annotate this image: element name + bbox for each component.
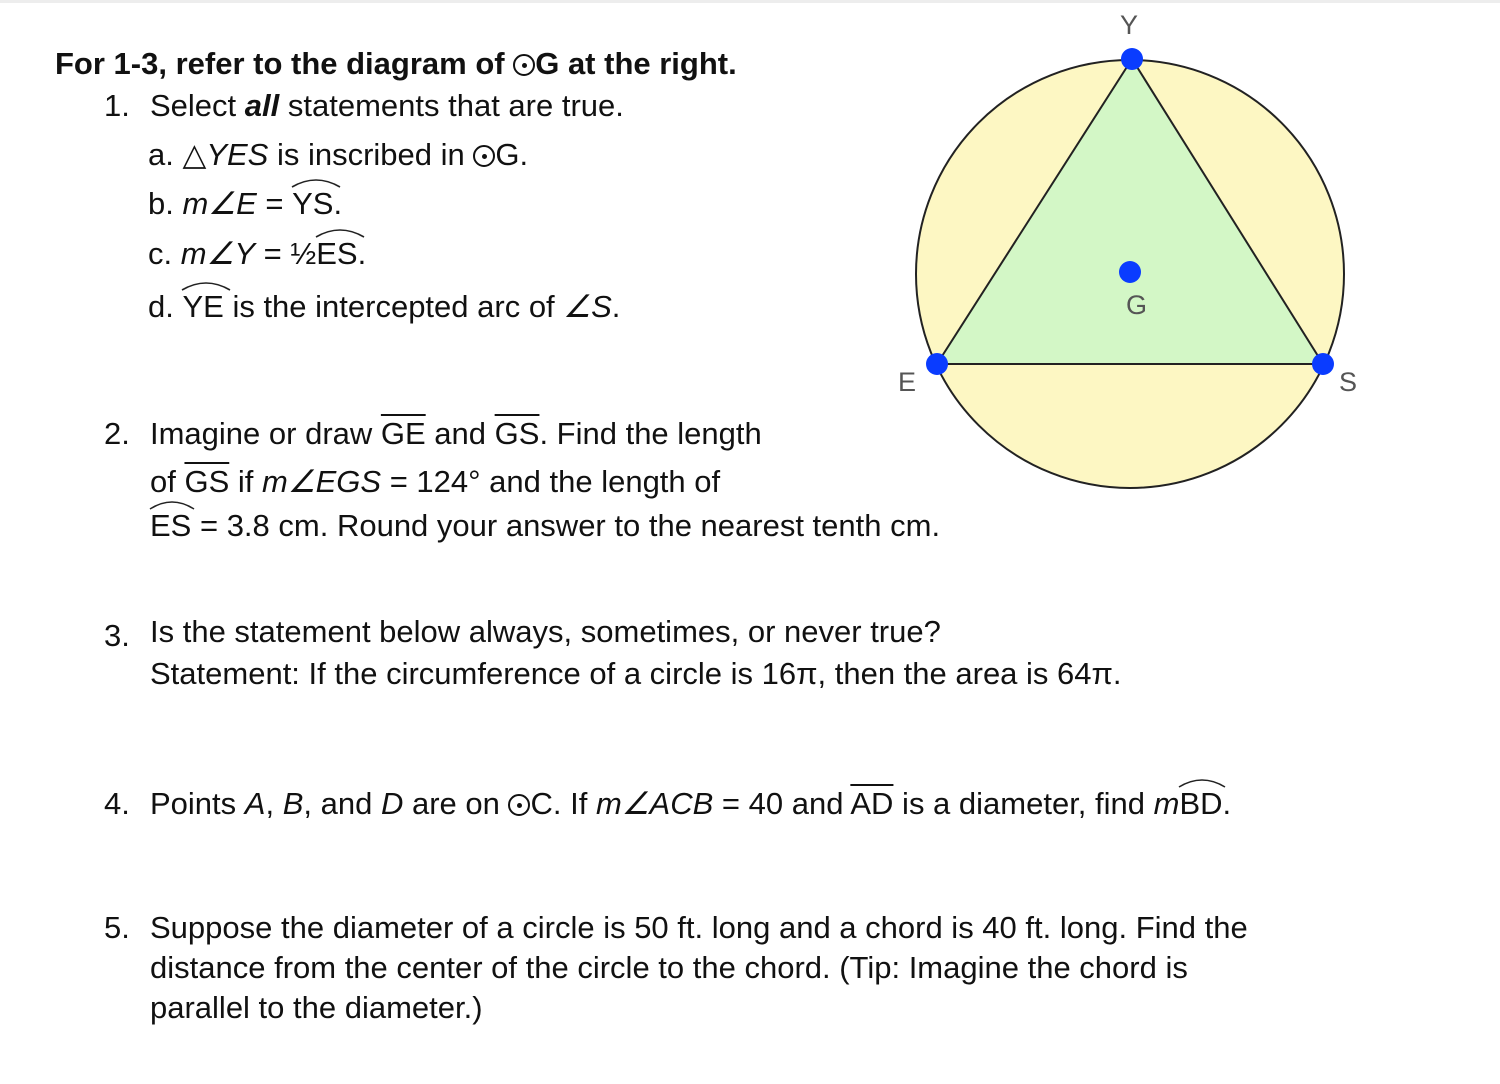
question-5-line-1: Suppose the diameter of a circle is 50 ft. long and a chord is 40 ft. long. Find the [150, 910, 1248, 945]
question-3-line-1: Is the statement below always, sometimes, or never true? [150, 614, 941, 649]
label-y: Y [1120, 10, 1139, 40]
instructions-heading: For 1-3, refer to the diagram of G at the right. [55, 46, 737, 81]
question-5-line-3: parallel to the diameter.) [150, 990, 483, 1025]
label-g: G [1126, 290, 1148, 320]
option-d: d. YE is the intercepted arc of ∠S. [148, 291, 620, 322]
option-a: a. △YES is inscribed in G. [148, 137, 529, 172]
arc-bd: BD [1179, 788, 1222, 819]
label-s: S [1339, 367, 1358, 397]
question-4-text: Points A, B, and D are on C. If m∠ACB = 40 and $\overline{AD}$ is a diameter, find m BD. [150, 788, 1231, 819]
arc-ye: YE [182, 291, 223, 322]
point-e [926, 353, 948, 375]
question-2-line-3: ES = 3.8 cm. Round your answer to the nearest tenth cm. [150, 510, 940, 541]
question-3-line-2: Statement: If the circumference of a circle is 16π, then the area is 64π. [150, 656, 1122, 691]
question-1-prompt: Select all statements that are true. [150, 88, 624, 123]
option-c: c. m∠Y = ½ ES. [148, 238, 366, 269]
question-2-number: 2. [104, 416, 130, 451]
question-2-line-2: of $\overline{GS}$ if m∠EGS = 124° and the length of [150, 464, 721, 499]
question-4-number: 4. [104, 786, 130, 821]
point-s [1312, 353, 1334, 375]
question-5-line-2: distance from the center of the circle to the chord. (Tip: Imagine the chord is [150, 950, 1188, 985]
label-e: E [898, 367, 917, 397]
point-g-center [1119, 261, 1141, 283]
question-1-number: 1. [104, 88, 130, 123]
question-2-line-1: Imagine or draw $\overline{GE}$ and $\overline{GS}$. Find the length [150, 416, 762, 451]
option-b: b. m∠E = YS. [148, 188, 342, 219]
point-y [1121, 48, 1143, 70]
question-5-number: 5. [104, 910, 130, 945]
arc-es: ES [316, 238, 357, 269]
arc-es: ES [150, 510, 191, 541]
arc-ys: YS [292, 188, 333, 219]
question-3-number: 3. [104, 618, 130, 653]
